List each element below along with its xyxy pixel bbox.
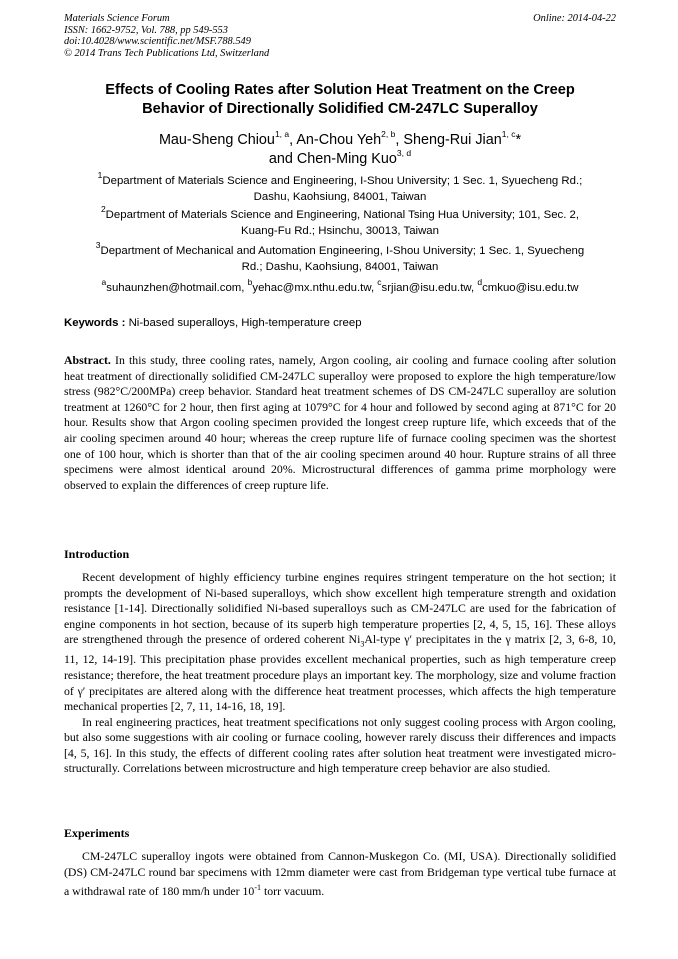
author-line-1 bbox=[64, 131, 616, 150]
author-separator: , bbox=[395, 132, 404, 148]
introduction-paragraph-2: In real engineering practices, heat treatment specifications not only suggest cooling process with Argon cooling, but also some suggestions with air cooling or furnace cooling, however rarely discuss their differences and impacts [4, 5, 16]. In this study, the effects of different cooling rates after solution heat treatment were investigated micro-structurally. Correlations between microstructure and high temperature creep behavior are also studied. bbox=[64, 714, 616, 776]
author-list bbox=[64, 131, 616, 169]
introduction-heading: Introduction bbox=[64, 547, 130, 561]
keywords bbox=[64, 316, 616, 331]
email-separator: , bbox=[241, 282, 248, 294]
affiliation-number: 3 bbox=[95, 240, 101, 251]
copyright-line: © 2014 Trans Tech Publications Ltd, Switzerland bbox=[64, 47, 270, 59]
email-address[interactable]: yehac@mx.nthu.edu.tw bbox=[252, 282, 371, 294]
author-name: Mau-Sheng Chiou bbox=[158, 132, 275, 148]
affiliation-2 bbox=[64, 204, 616, 240]
affiliation-text: Kuang-Fu Rd.; Hsinchu, 30013, Taiwan bbox=[241, 224, 439, 237]
experiments-paragraph-1 bbox=[64, 849, 616, 900]
author-name: Sheng-Rui Jian bbox=[403, 132, 502, 148]
author-conjunction: and bbox=[268, 151, 297, 167]
affiliation-number: 2 bbox=[100, 204, 106, 215]
affiliation-3 bbox=[64, 240, 616, 276]
experiments-body bbox=[64, 849, 616, 900]
affiliation-text: Department of Materials Science and Engineering, I-Shou University; 1 Sec. 1, Syuecheng Rd.; bbox=[102, 175, 583, 187]
paragraph-text: Recent development of highly efficiency turbine engines requires stringent temperature on the hot section; it prompts the development of Ni-based superalloys, which show excellent high temperature strength and oxidation resistance [1-14]. Directionally solidified Ni-based superalloys such as CM-247LC are used for the fabrication of engine components in hot section, because of its superb high temperature properties [2, 4, 5, 15, 16]. These alloys are strengthened through the presence of ordered coherent Ni bbox=[64, 570, 616, 647]
corresponding-author-mark: * bbox=[515, 132, 522, 148]
title-line-1: Effects of Cooling Rates after Solution Heat Treatment on the Creep bbox=[105, 82, 575, 98]
paragraph-text: Al-type γ′ precipitates in the γ matrix [2, 3, 6-8, 10, 11, 12, 14-19]. This precipitation phase provides excellent mechanical properties, such as high temperature creep resistance; therefore, the heat treatment procedure plays an important key. The morphology, size and volume fraction of γ′ precipitates are altered along with the difference heat treatment processes, which affects the high temperature mechanical properties [2, 7, 11, 14-16, 18, 19]. bbox=[64, 632, 616, 714]
author-affiliation-mark: 2, b bbox=[381, 129, 396, 140]
paper-title bbox=[64, 81, 616, 119]
keywords-label: Keywords : bbox=[64, 317, 126, 329]
abstract-text: In this study, three cooling rates, namely, Argon cooling, air cooling and furnace cooling after solution heat treatment of directionally solidified CM-247LC superalloy were proposed to explore the high temperature/low stress (982°C/200MPa) creep behavior. Standard heat treatment schemes of DS CM-247LC superalloy are solution treatment at 1260°C for 2 hour, then first aging at 1079°C for 4 hour and followed by second aging at 871°C for 20 hour. Results show that Argon cooling specimen provided the longest creep rupture life, which exceeds that of the air cooling specimen around 40 hour; whereas the creep rupture life of furnace cooling specimen was the shortest one of 100 hour, which is shorter than that of the air cooling specimen around 40 hour. Rupture strains of all three specimens were almost identical around 20%. Microstructural differences of gamma prime morphology were observed to explain the differences of creep rupture life. bbox=[64, 353, 616, 492]
abstract bbox=[64, 353, 616, 493]
affiliation-1 bbox=[64, 170, 616, 206]
affiliation-text: Rd.; Dashu, Kaohsiung, 84001, Taiwan bbox=[241, 260, 439, 273]
email-separator: , bbox=[370, 282, 378, 294]
journal-header bbox=[64, 13, 616, 59]
author-name: Chen-Ming Kuo bbox=[296, 151, 397, 167]
email-address[interactable]: cmkuo@isu.edu.tw bbox=[482, 282, 579, 294]
affiliation-text: Department of Materials Science and Engineering, National Tsing Hua University; 101, Sec. 2, bbox=[105, 209, 580, 221]
paragraph-text: torr vacuum. bbox=[261, 884, 325, 899]
email-list bbox=[64, 277, 616, 296]
introduction-body bbox=[64, 570, 616, 777]
author-affiliation-mark: 1, a bbox=[274, 129, 290, 140]
abstract-label: Abstract. bbox=[64, 353, 111, 367]
email-address[interactable]: suhaunzhen@hotmail.com bbox=[106, 282, 242, 294]
author-affiliation-mark: 3, d bbox=[396, 148, 412, 159]
paragraph-text: CM-247LC superalloy ingots were obtained from Cannon-Muskegon Co. (MI, USA). Directionally solidified (DS) CM-247LC round bar specimens with 12mm diameter were cast from Bridgeman type vertical tube furnace at a withdrawal rate of 180 mm/h under 10 bbox=[64, 849, 616, 899]
email-separator: , bbox=[471, 282, 478, 294]
author-line-2 bbox=[64, 150, 616, 169]
introduction-paragraph-1 bbox=[64, 570, 616, 715]
affiliation-text: Department of Mechanical and Automation Engineering, I-Shou University; 1 Sec. 1, Syuecheng bbox=[100, 245, 585, 257]
email-mark: b bbox=[247, 277, 253, 288]
affiliation-line bbox=[64, 240, 616, 260]
author-separator: , bbox=[289, 132, 297, 148]
affiliation-line bbox=[64, 204, 616, 224]
author-affiliation-mark: 1, c bbox=[501, 129, 516, 140]
superscript: -1 bbox=[254, 883, 262, 893]
affiliation-line bbox=[64, 170, 616, 190]
author-name: An-Chou Yeh bbox=[296, 132, 382, 148]
abstract-paragraph bbox=[64, 353, 616, 493]
email-mark: c bbox=[377, 277, 382, 288]
online-date: Online: 2014-04-22 bbox=[533, 13, 616, 24]
journal-name: Materials Science Forum bbox=[64, 13, 170, 24]
email-mark: a bbox=[101, 277, 107, 288]
keywords-text: Ni-based superalloys, High-temperature creep bbox=[128, 317, 362, 329]
affiliation-text: Dashu, Kaohsiung, 84001, Taiwan bbox=[253, 190, 427, 203]
doi-line: doi:10.4028/www.scientific.net/MSF.788.549 bbox=[64, 36, 251, 48]
email-address[interactable]: srjian@isu.edu.tw bbox=[381, 282, 471, 294]
issn-line: ISSN: 1662-9752, Vol. 788, pp 549-553 bbox=[64, 24, 228, 36]
affiliation-number: 1 bbox=[97, 170, 103, 181]
experiments-heading: Experiments bbox=[64, 826, 130, 840]
subscript: 3 bbox=[360, 639, 365, 649]
title-line-2: Behavior of Directionally Solidified CM-247LC Superalloy bbox=[142, 101, 538, 117]
email-mark: d bbox=[477, 277, 483, 288]
